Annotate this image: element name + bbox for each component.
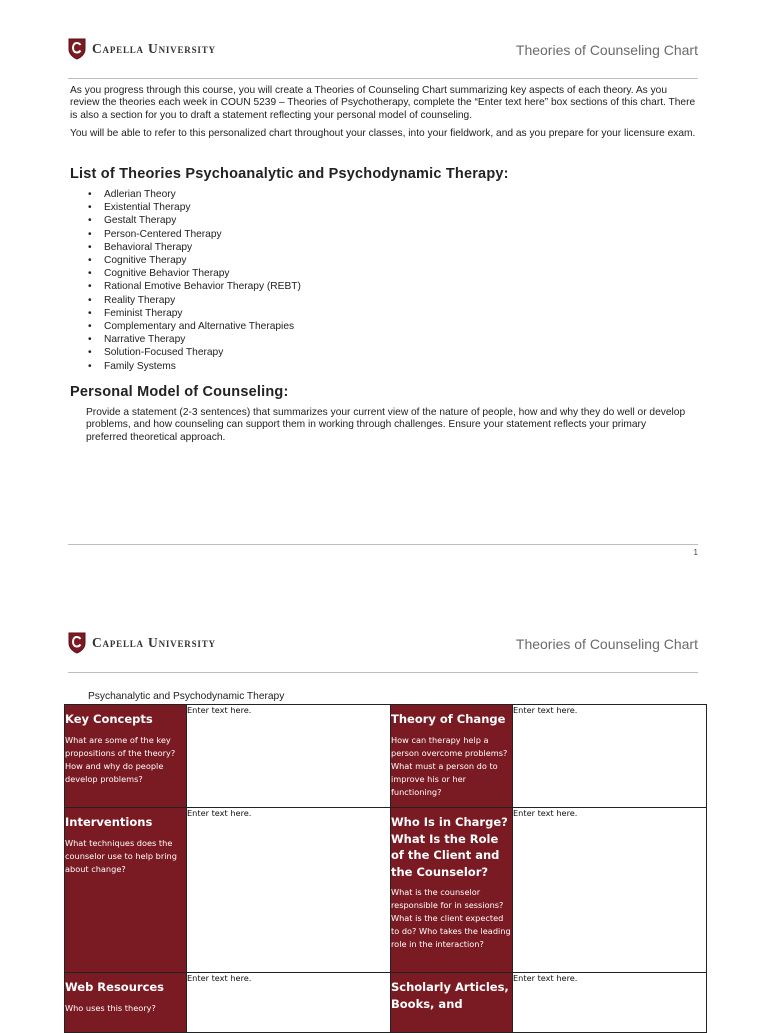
list-item: • Family Systems xyxy=(88,360,301,373)
table-caption: Psychanalytic and Psychodynamic Therapy xyxy=(88,691,285,702)
header-rule xyxy=(68,78,698,79)
logo-wordmark: Capella University xyxy=(92,41,216,56)
shield-icon xyxy=(68,632,86,654)
interventions-title: Interventions xyxy=(65,815,153,829)
footer-rule xyxy=(68,544,698,545)
interventions-label xyxy=(65,808,187,973)
theories-list xyxy=(88,188,301,373)
list-item: • Solution-Focused Therapy xyxy=(88,346,301,359)
personal-model-heading: Personal Model of Counseling: xyxy=(70,384,289,400)
theory-of-change-title: Theory of Change xyxy=(391,712,506,726)
interventions-question: What techniques does the counselor use to help bring about change? xyxy=(65,837,177,874)
list-item: • Rational Emotive Behavior Therapy (REBT) xyxy=(88,280,301,293)
key-concepts-title: Key Concepts xyxy=(65,712,153,726)
university-logo xyxy=(68,34,216,64)
list-item: • Narrative Therapy xyxy=(88,333,301,346)
roles-label xyxy=(391,808,513,973)
list-item: • Behavioral Therapy xyxy=(88,241,301,254)
document-title: Theories of Counseling Chart xyxy=(515,636,698,652)
list-item: • Cognitive Behavior Therapy xyxy=(88,267,301,280)
web-resources-title: Web Resources xyxy=(65,980,165,994)
table-row xyxy=(65,705,707,808)
header-rule xyxy=(68,672,698,673)
university-logo xyxy=(68,628,216,658)
table-row xyxy=(65,808,707,973)
roles-title: Who Is in Charge? What Is the Role of the Client and the Counselor? xyxy=(391,815,508,879)
document-title: Theories of Counseling Chart xyxy=(515,42,698,58)
list-item: • Person-Centered Therapy xyxy=(88,228,301,241)
intro-paragraph-2: You will be able to refer to this personalized chart throughout your classes, into your fieldwork, and as you prepare for your licensure exam. xyxy=(70,128,696,139)
key-concepts-question: What are some of the key propositions of the theory? How and why do people develop problems? xyxy=(65,734,176,784)
shield-icon xyxy=(68,38,86,60)
scholarly-articles-entry[interactable]: Enter text here. xyxy=(513,973,707,1033)
logo-wordmark: Capella University xyxy=(92,635,216,650)
list-item: • Cognitive Therapy xyxy=(88,254,301,267)
key-concepts-entry[interactable]: Enter text here. xyxy=(187,705,391,808)
theory-of-change-question: How can therapy help a person overcome problems? What must a person do to improve his or her functioning? xyxy=(391,734,508,797)
roles-entry[interactable]: Enter text here. xyxy=(513,808,707,973)
page-header xyxy=(68,628,698,672)
interventions-entry[interactable]: Enter text here. xyxy=(187,808,391,973)
intro-paragraph-1: As you progress through this course, you will create a Theories of Counseling Chart summarizing key aspects of each theory. As you review the theories each week in COUN 5239 – Theories of Psychotherapy, complete the “Enter text here” box sections of this chart. There is also a section for you to draft a statement reflecting your personal model of counseling. xyxy=(70,85,696,121)
scholarly-articles-title: Scholarly Articles, Books, and xyxy=(391,980,509,1011)
list-item: • Gestalt Therapy xyxy=(88,214,301,227)
key-concepts-label xyxy=(65,705,187,808)
web-resources-question: Who uses this theory? xyxy=(65,1002,156,1013)
list-item: • Reality Therapy xyxy=(88,294,301,307)
roles-question: What is the counselor responsible for in sessions? What is the client expected to do? Who takes the leading role in the interaction? xyxy=(391,887,511,949)
theory-chart-table xyxy=(64,704,707,1033)
page-number: 1 xyxy=(693,548,698,557)
personal-model-instructions: Provide a statement (2-3 sentences) that summarizes your current view of the nature of people, how and why they do well or develop problems, and how counseling can support them in working through challenges. Ensure your statement reflects your primary preferred theoretical approach. xyxy=(86,407,686,443)
theories-heading: List of Theories Psychoanalytic and Psychodynamic Therapy: xyxy=(70,166,509,182)
page-header xyxy=(68,34,698,78)
list-item: • Existential Therapy xyxy=(88,201,301,214)
web-resources-entry[interactable]: Enter text here. xyxy=(187,973,391,1033)
list-item: • Complementary and Alternative Therapies xyxy=(88,320,301,333)
list-item: • Feminist Therapy xyxy=(88,307,301,320)
list-item: • Adlerian Theory xyxy=(88,188,301,201)
theory-of-change-entry[interactable]: Enter text here. xyxy=(513,705,707,808)
theory-of-change-label xyxy=(391,705,513,808)
